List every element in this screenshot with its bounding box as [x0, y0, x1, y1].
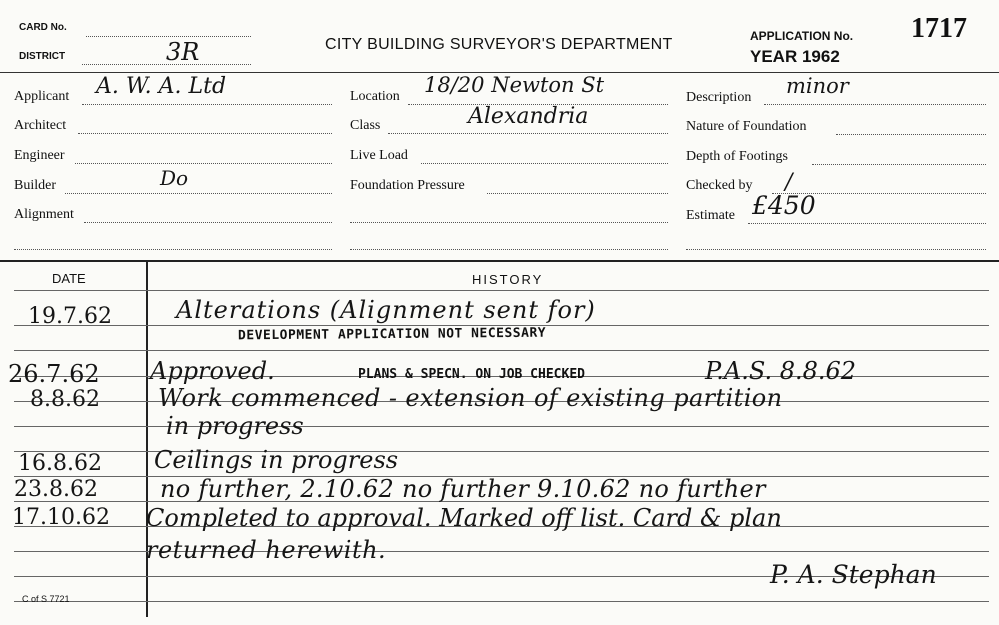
estimate-value: £450 [752, 191, 816, 220]
builder-label: Builder [14, 178, 56, 193]
history-header: HISTORY [472, 272, 544, 287]
history-rule [14, 601, 989, 602]
class-value: Alexandria [468, 104, 589, 129]
history-date: 8.8.62 [30, 387, 100, 412]
history-text: returned herewith. [146, 536, 387, 564]
nature-of-foundation-line [836, 134, 986, 135]
form-code: C of S 7721 [22, 594, 70, 604]
architect-line [78, 133, 332, 134]
column2-line-6 [350, 249, 668, 250]
live-load-label: Live Load [350, 148, 408, 163]
history-date: 26.7.62 [8, 360, 100, 388]
architect-label: Architect [14, 118, 67, 133]
description-label: Description [686, 90, 752, 105]
engineer-label: Engineer [14, 148, 65, 163]
card-no-line [86, 36, 251, 37]
location-label: Location [350, 89, 400, 104]
card-no-label: CARD No. [19, 22, 67, 33]
history-text: in progress [166, 412, 304, 440]
district-value: 3R [166, 38, 200, 66]
class-label: Class [350, 118, 381, 133]
plans-checked-stamp: PLANS & SPECN. ON JOB CHECKED [358, 367, 585, 382]
depth-of-footings-line [812, 164, 986, 165]
history-rule [14, 426, 989, 427]
column3-line-6 [686, 249, 986, 250]
checked-by-label: Checked by [686, 178, 753, 193]
history-text: Work commenced - extension of existing partition [158, 384, 783, 412]
history-text: no further, 2.10.62 no further 9.10.62 no further [160, 475, 766, 503]
nature-of-foundation-label: Nature of Foundation [686, 119, 807, 134]
history-date: 19.7.62 [28, 304, 112, 329]
checked-initials: P.A.S. 8.8.62 [705, 357, 857, 385]
department-title: CITY BUILDING SURVEYOR'S DEPARTMENT [325, 36, 673, 53]
applicant-value: A. W. A. Ltd [96, 74, 227, 99]
signature: P. A. Stephan [770, 560, 937, 589]
class-line [388, 133, 668, 134]
alignment-line-2 [14, 249, 332, 250]
history-date: 23.8.62 [14, 477, 98, 502]
description-line [764, 104, 986, 105]
history-text: Ceilings in progress [154, 446, 399, 474]
description-value: minor [786, 74, 849, 98]
application-number: 1717 [911, 13, 967, 44]
application-no-label: APPLICATION No. [750, 29, 854, 43]
estimate-label: Estimate [686, 208, 735, 223]
alignment-line [84, 222, 332, 223]
date-header: DATE [52, 271, 86, 286]
year-label: YEAR 1962 [750, 47, 840, 66]
estimate-line [748, 223, 986, 224]
history-rule [14, 350, 989, 351]
history-date: 16.8.62 [18, 451, 102, 476]
column2-line-5 [350, 222, 668, 223]
engineer-line [75, 163, 332, 164]
history-text: Alterations (Alignment sent for) [176, 296, 596, 324]
history-top-rule [0, 260, 999, 262]
applicant-line [82, 104, 332, 105]
history-text: Completed to approval. Marked off list. Card & plan [146, 504, 782, 532]
foundation-pressure-line [487, 193, 668, 194]
district-label: DISTRICT [19, 51, 66, 62]
live-load-line [421, 163, 668, 164]
development-stamp: DEVELOPMENT APPLICATION NOT NECESSARY [237, 325, 547, 344]
builder-line [65, 193, 332, 194]
checked-by-value: / [785, 170, 793, 195]
history-date: 17.10.62 [12, 505, 110, 530]
alignment-label: Alignment [14, 207, 74, 222]
history-text: Approved. [150, 357, 275, 385]
location-value: 18/20 Newton St [424, 73, 605, 97]
depth-of-footings-label: Depth of Footings [686, 149, 788, 164]
applicant-label: Applicant [14, 89, 70, 104]
history-rule [14, 290, 989, 291]
builder-value: Do [160, 166, 189, 190]
foundation-pressure-label: Foundation Pressure [350, 178, 465, 193]
